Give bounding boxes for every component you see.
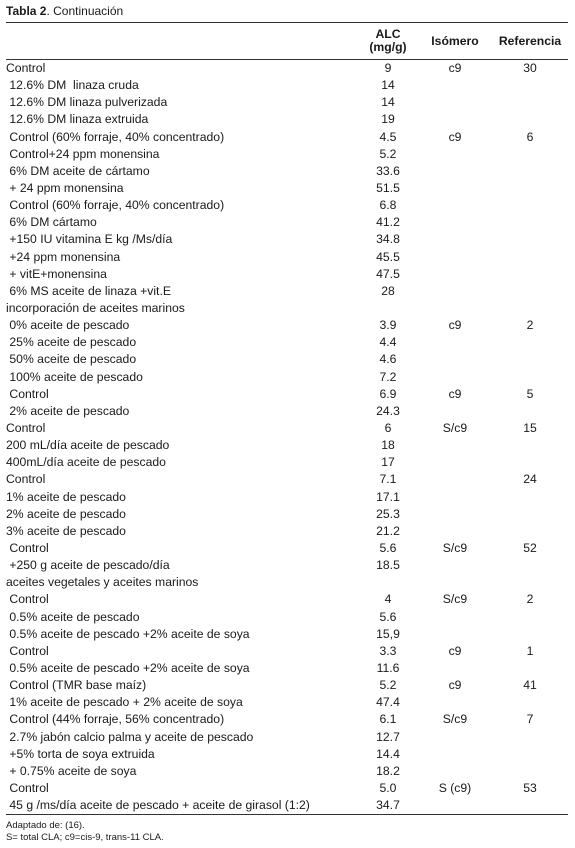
cell-treatment: 100% aceite de pescado xyxy=(6,369,143,384)
table-caption-label: Tabla 2 xyxy=(6,4,47,18)
cell-referencia xyxy=(492,454,568,471)
cell-treatment: 6% DM aceite de cártamo xyxy=(6,163,150,178)
cell-alc: 33.6 xyxy=(376,163,400,178)
cell-referencia xyxy=(492,660,568,677)
cell-treatment: Control xyxy=(6,421,46,436)
cell-isomero xyxy=(418,728,492,745)
cell-referencia xyxy=(492,403,568,420)
cell-treatment: +5% torta de soya extruida xyxy=(6,746,155,761)
cell-alc: 14 xyxy=(381,95,395,110)
cell-isomero xyxy=(418,506,492,523)
cell-alc: 18.5 xyxy=(376,558,400,573)
cell-referencia xyxy=(492,249,568,266)
cell-isomero: c9 xyxy=(448,61,462,76)
cell-alc: 24.3 xyxy=(376,403,400,418)
cell-referencia xyxy=(492,626,568,643)
cell-alc: 14 xyxy=(381,78,395,93)
cell-isomero xyxy=(418,334,492,351)
cell-referencia xyxy=(492,146,568,163)
cell-referencia xyxy=(492,746,568,763)
table-row xyxy=(6,694,568,711)
cell-isomero: c9 xyxy=(448,129,462,144)
cell-alc: 7.1 xyxy=(379,472,397,487)
table-row xyxy=(6,266,568,283)
cell-alc: 4.6 xyxy=(379,352,397,367)
table-row xyxy=(6,454,568,471)
table-row xyxy=(6,334,568,351)
table-row xyxy=(6,420,568,437)
cell-treatment: 6% MS aceite de linaza +vit.E xyxy=(6,283,171,298)
cell-isomero: c9 xyxy=(448,643,462,658)
table-row xyxy=(6,94,568,111)
cell-treatment: 2% aceite de pescado xyxy=(6,403,130,418)
cell-referencia xyxy=(492,197,568,214)
cell-treatment: 2.7% jabón calcio palma y aceite de pescado xyxy=(6,729,254,744)
cell-alc: 3.9 xyxy=(379,318,397,333)
cell-isomero xyxy=(418,231,492,248)
cell-alc: 51.5 xyxy=(376,181,400,196)
header-treatment xyxy=(6,23,358,60)
cell-treatment: 0.5% aceite de pescado +2% aceite de soya xyxy=(6,626,250,641)
table-row xyxy=(6,643,568,660)
note-source: Adaptado de: (16). xyxy=(6,820,85,831)
cell-alc: 34.8 xyxy=(376,232,400,247)
cell-isomero xyxy=(418,403,492,420)
cell-referencia xyxy=(492,334,568,351)
table-row xyxy=(6,471,568,488)
table-row xyxy=(6,677,568,694)
cell-alc: 45.5 xyxy=(376,249,400,264)
table-row xyxy=(6,591,568,608)
cell-treatment: Control xyxy=(6,541,49,555)
cell-referencia: 2 xyxy=(526,318,534,333)
table-row xyxy=(6,231,568,248)
cell-isomero xyxy=(418,163,492,180)
cell-referencia xyxy=(492,574,568,591)
cell-isomero xyxy=(418,197,492,214)
table-row xyxy=(6,351,568,368)
cell-alc: 6.8 xyxy=(379,198,397,213)
table-row xyxy=(6,523,568,540)
table-row xyxy=(6,60,568,78)
cell-treatment: 2% aceite de pescado xyxy=(6,506,126,521)
table-header xyxy=(6,23,568,60)
table-caption xyxy=(6,4,123,18)
cell-alc: 41.2 xyxy=(376,215,400,230)
cell-alc xyxy=(358,574,418,591)
cell-referencia xyxy=(492,180,568,197)
cell-referencia xyxy=(492,266,568,283)
table-row xyxy=(6,111,568,128)
table-row xyxy=(6,763,568,780)
cell-isomero xyxy=(418,77,492,94)
cell-isomero xyxy=(418,746,492,763)
header-referencia: Referencia xyxy=(498,33,562,48)
table-row xyxy=(6,283,568,300)
cell-treatment: 200 mL/día aceite de pescado xyxy=(6,438,170,453)
table-row xyxy=(6,609,568,626)
cell-isomero: S/c9 xyxy=(442,592,468,607)
cell-treatment: Control (TMR base maíz) xyxy=(6,678,147,693)
cell-alc: 17 xyxy=(381,455,395,470)
cell-treatment: 50% aceite de pescado xyxy=(6,352,137,367)
table-row xyxy=(6,540,568,557)
cell-treatment: aceites vegetales y aceites marinos xyxy=(6,575,199,590)
cell-treatment: 12.6% DM linaza cruda xyxy=(6,78,139,93)
table-row xyxy=(6,317,568,334)
cell-treatment: +250 g aceite de pescado/día xyxy=(6,558,170,573)
cell-isomero: S/c9 xyxy=(442,712,468,727)
cell-treatment: Control (60% forraje, 40% concentrado) xyxy=(6,198,225,213)
cell-alc: 47.5 xyxy=(376,266,400,281)
cell-treatment: Control xyxy=(6,780,49,795)
cell-alc: 5.2 xyxy=(379,146,397,161)
cell-isomero xyxy=(418,94,492,111)
cell-alc: 5.6 xyxy=(379,541,397,555)
cell-treatment: Control (44% forraje, 56% concentrado) xyxy=(6,712,225,727)
cell-alc: 15,9 xyxy=(376,626,400,641)
cell-isomero xyxy=(418,437,492,454)
cell-alc: 4.4 xyxy=(379,335,397,350)
cell-isomero xyxy=(418,489,492,506)
cell-referencia: 30 xyxy=(523,61,537,76)
cell-treatment: Control xyxy=(6,61,46,76)
cell-referencia: 24 xyxy=(523,472,537,487)
cell-referencia xyxy=(492,728,568,745)
cell-referencia xyxy=(492,163,568,180)
table-row xyxy=(6,369,568,386)
cell-isomero xyxy=(418,523,492,540)
table-row xyxy=(6,574,568,591)
cell-referencia xyxy=(492,283,568,300)
cell-isomero xyxy=(418,369,492,386)
cell-referencia: 52 xyxy=(523,541,537,555)
table-row xyxy=(6,660,568,677)
cell-alc: 18 xyxy=(381,438,395,453)
cell-referencia: 2 xyxy=(526,592,534,607)
cell-referencia: 1 xyxy=(526,643,534,658)
table-notes xyxy=(6,820,164,844)
table-row xyxy=(6,797,568,815)
cell-referencia: 41 xyxy=(523,678,537,693)
cell-referencia xyxy=(492,557,568,574)
cell-alc: 11.6 xyxy=(376,660,400,675)
table-row xyxy=(6,386,568,403)
table-row xyxy=(6,437,568,454)
table-row xyxy=(6,214,568,231)
cell-isomero xyxy=(418,557,492,574)
table-row xyxy=(6,557,568,574)
cell-treatment: 3% aceite de pescado xyxy=(6,523,126,538)
cell-treatment: Control (60% forraje, 40% concentrado) xyxy=(6,129,225,144)
cell-alc: 17.1 xyxy=(376,489,400,504)
header-alc-line2: (mg/g) xyxy=(369,40,407,54)
table-row xyxy=(6,300,568,317)
cell-referencia xyxy=(492,94,568,111)
table-row xyxy=(6,163,568,180)
cell-alc: 14.4 xyxy=(376,746,400,761)
cell-treatment: 0.5% aceite de pescado +2% aceite de soya xyxy=(6,660,250,675)
cell-isomero xyxy=(418,609,492,626)
cell-referencia xyxy=(492,351,568,368)
cell-referencia: 7 xyxy=(526,712,534,727)
table-row xyxy=(6,403,568,420)
cell-isomero xyxy=(418,249,492,266)
cell-isomero xyxy=(418,626,492,643)
cell-treatment: 0% aceite de pescado xyxy=(6,318,130,333)
cell-isomero xyxy=(418,283,492,300)
cell-alc: 5.0 xyxy=(379,780,397,795)
cell-treatment: 45 g /ms/día aceite de pescado + aceite de girasol (1:2) xyxy=(6,798,310,813)
cell-referencia: 6 xyxy=(526,129,534,144)
cell-alc: 6.9 xyxy=(379,386,397,401)
table-row xyxy=(6,249,568,266)
table-row xyxy=(6,711,568,728)
cell-alc: 21.2 xyxy=(376,523,400,538)
cell-referencia xyxy=(492,437,568,454)
cell-isomero xyxy=(418,214,492,231)
cell-alc: 47.4 xyxy=(376,695,400,710)
cell-referencia xyxy=(492,231,568,248)
cell-alc: 25.3 xyxy=(376,506,400,521)
cell-referencia xyxy=(492,523,568,540)
cell-isomero xyxy=(418,763,492,780)
cell-isomero xyxy=(418,111,492,128)
cell-alc: 5.6 xyxy=(379,609,397,624)
note-abbreviations: S= total CLA; c9=cis-9, trans-11 CLA. xyxy=(6,832,164,843)
cell-alc: 5.2 xyxy=(379,678,397,693)
cell-isomero: S (c9) xyxy=(438,780,472,795)
cell-referencia: 15 xyxy=(523,421,537,436)
cell-referencia: 53 xyxy=(523,780,537,795)
cell-treatment: +150 IU vitamina E kg /Ms/día xyxy=(6,232,173,247)
cell-treatment: Control xyxy=(6,472,46,487)
cell-isomero xyxy=(418,574,492,591)
cell-referencia xyxy=(492,797,568,815)
cell-alc: 9 xyxy=(384,61,392,76)
cell-referencia xyxy=(492,77,568,94)
table-row xyxy=(6,746,568,763)
cell-treatment: + 24 ppm monensina xyxy=(6,181,124,196)
cell-treatment: + 0.75% aceite de soya xyxy=(6,763,137,778)
cell-alc: 34.7 xyxy=(376,798,400,813)
cell-isomero xyxy=(418,694,492,711)
table-row xyxy=(6,626,568,643)
cell-alc: 18.2 xyxy=(376,763,400,778)
header-isomero: Isómero xyxy=(431,33,479,48)
cell-alc: 12.7 xyxy=(376,729,400,744)
table-row xyxy=(6,489,568,506)
cell-isomero xyxy=(418,146,492,163)
cell-referencia xyxy=(492,111,568,128)
cell-treatment: Control+24 ppm monensina xyxy=(6,146,160,161)
table-row xyxy=(6,780,568,797)
table-body xyxy=(6,60,568,815)
cell-alc: 3.3 xyxy=(379,643,397,658)
cell-referencia xyxy=(492,489,568,506)
cell-treatment: +24 ppm monensina xyxy=(6,249,121,264)
cell-treatment: 6% DM cártamo xyxy=(6,215,97,230)
table-caption-rest: . Continuación xyxy=(46,4,124,18)
cell-isomero: c9 xyxy=(448,318,462,333)
table-row xyxy=(6,146,568,163)
header-alc xyxy=(358,23,418,60)
cell-isomero xyxy=(418,266,492,283)
cell-treatment: 1% aceite de pescado xyxy=(6,489,126,504)
cell-referencia xyxy=(492,763,568,780)
cell-treatment: incorporación de aceites marinos xyxy=(6,301,185,316)
table-row xyxy=(6,129,568,146)
cell-isomero xyxy=(418,300,492,317)
cell-alc: 28 xyxy=(381,283,395,298)
cell-isomero xyxy=(418,660,492,677)
cell-referencia xyxy=(492,214,568,231)
cell-isomero: c9 xyxy=(448,386,462,401)
cell-alc: 4.5 xyxy=(379,129,397,144)
cell-isomero xyxy=(418,454,492,471)
cell-alc: 7.2 xyxy=(379,369,397,384)
cell-isomero xyxy=(418,351,492,368)
table-row xyxy=(6,77,568,94)
table-row xyxy=(6,180,568,197)
cell-referencia: 5 xyxy=(526,386,534,401)
cell-treatment: 400mL/día aceite de pescado xyxy=(6,455,166,470)
table-row xyxy=(6,197,568,214)
header-row xyxy=(6,23,568,60)
cell-referencia xyxy=(492,609,568,626)
cell-treatment: 12.6% DM linaza pulverizada xyxy=(6,95,168,110)
table-row xyxy=(6,506,568,523)
cell-treatment: Control xyxy=(6,386,49,401)
cell-alc: 4 xyxy=(384,592,392,607)
cell-isomero xyxy=(418,471,492,488)
cell-referencia xyxy=(492,506,568,523)
cell-isomero: S/c9 xyxy=(442,541,468,555)
cell-isomero: c9 xyxy=(448,678,462,693)
cell-referencia xyxy=(492,300,568,317)
cell-treatment: Control xyxy=(6,643,49,658)
table-row xyxy=(6,728,568,745)
cell-isomero xyxy=(418,797,492,815)
cell-isomero xyxy=(418,180,492,197)
data-table xyxy=(6,22,568,815)
cell-treatment: + vitE+monensina xyxy=(6,266,107,281)
cell-alc xyxy=(358,300,418,317)
cell-treatment: Control xyxy=(6,592,49,607)
cell-treatment: 1% aceite de pescado + 2% aceite de soya xyxy=(6,695,243,710)
cell-referencia xyxy=(492,369,568,386)
cell-treatment: 12.6% DM linaza extruida xyxy=(6,112,149,127)
cell-isomero: S/c9 xyxy=(442,421,468,436)
cell-alc: 19 xyxy=(381,112,395,127)
cell-alc: 6.1 xyxy=(379,712,397,727)
cell-treatment: 25% aceite de pescado xyxy=(6,335,137,350)
cell-alc: 6 xyxy=(384,421,392,436)
cell-treatment: 0.5% aceite de pescado xyxy=(6,609,140,624)
header-alc-line1: ALC xyxy=(375,27,401,41)
cell-referencia xyxy=(492,694,568,711)
